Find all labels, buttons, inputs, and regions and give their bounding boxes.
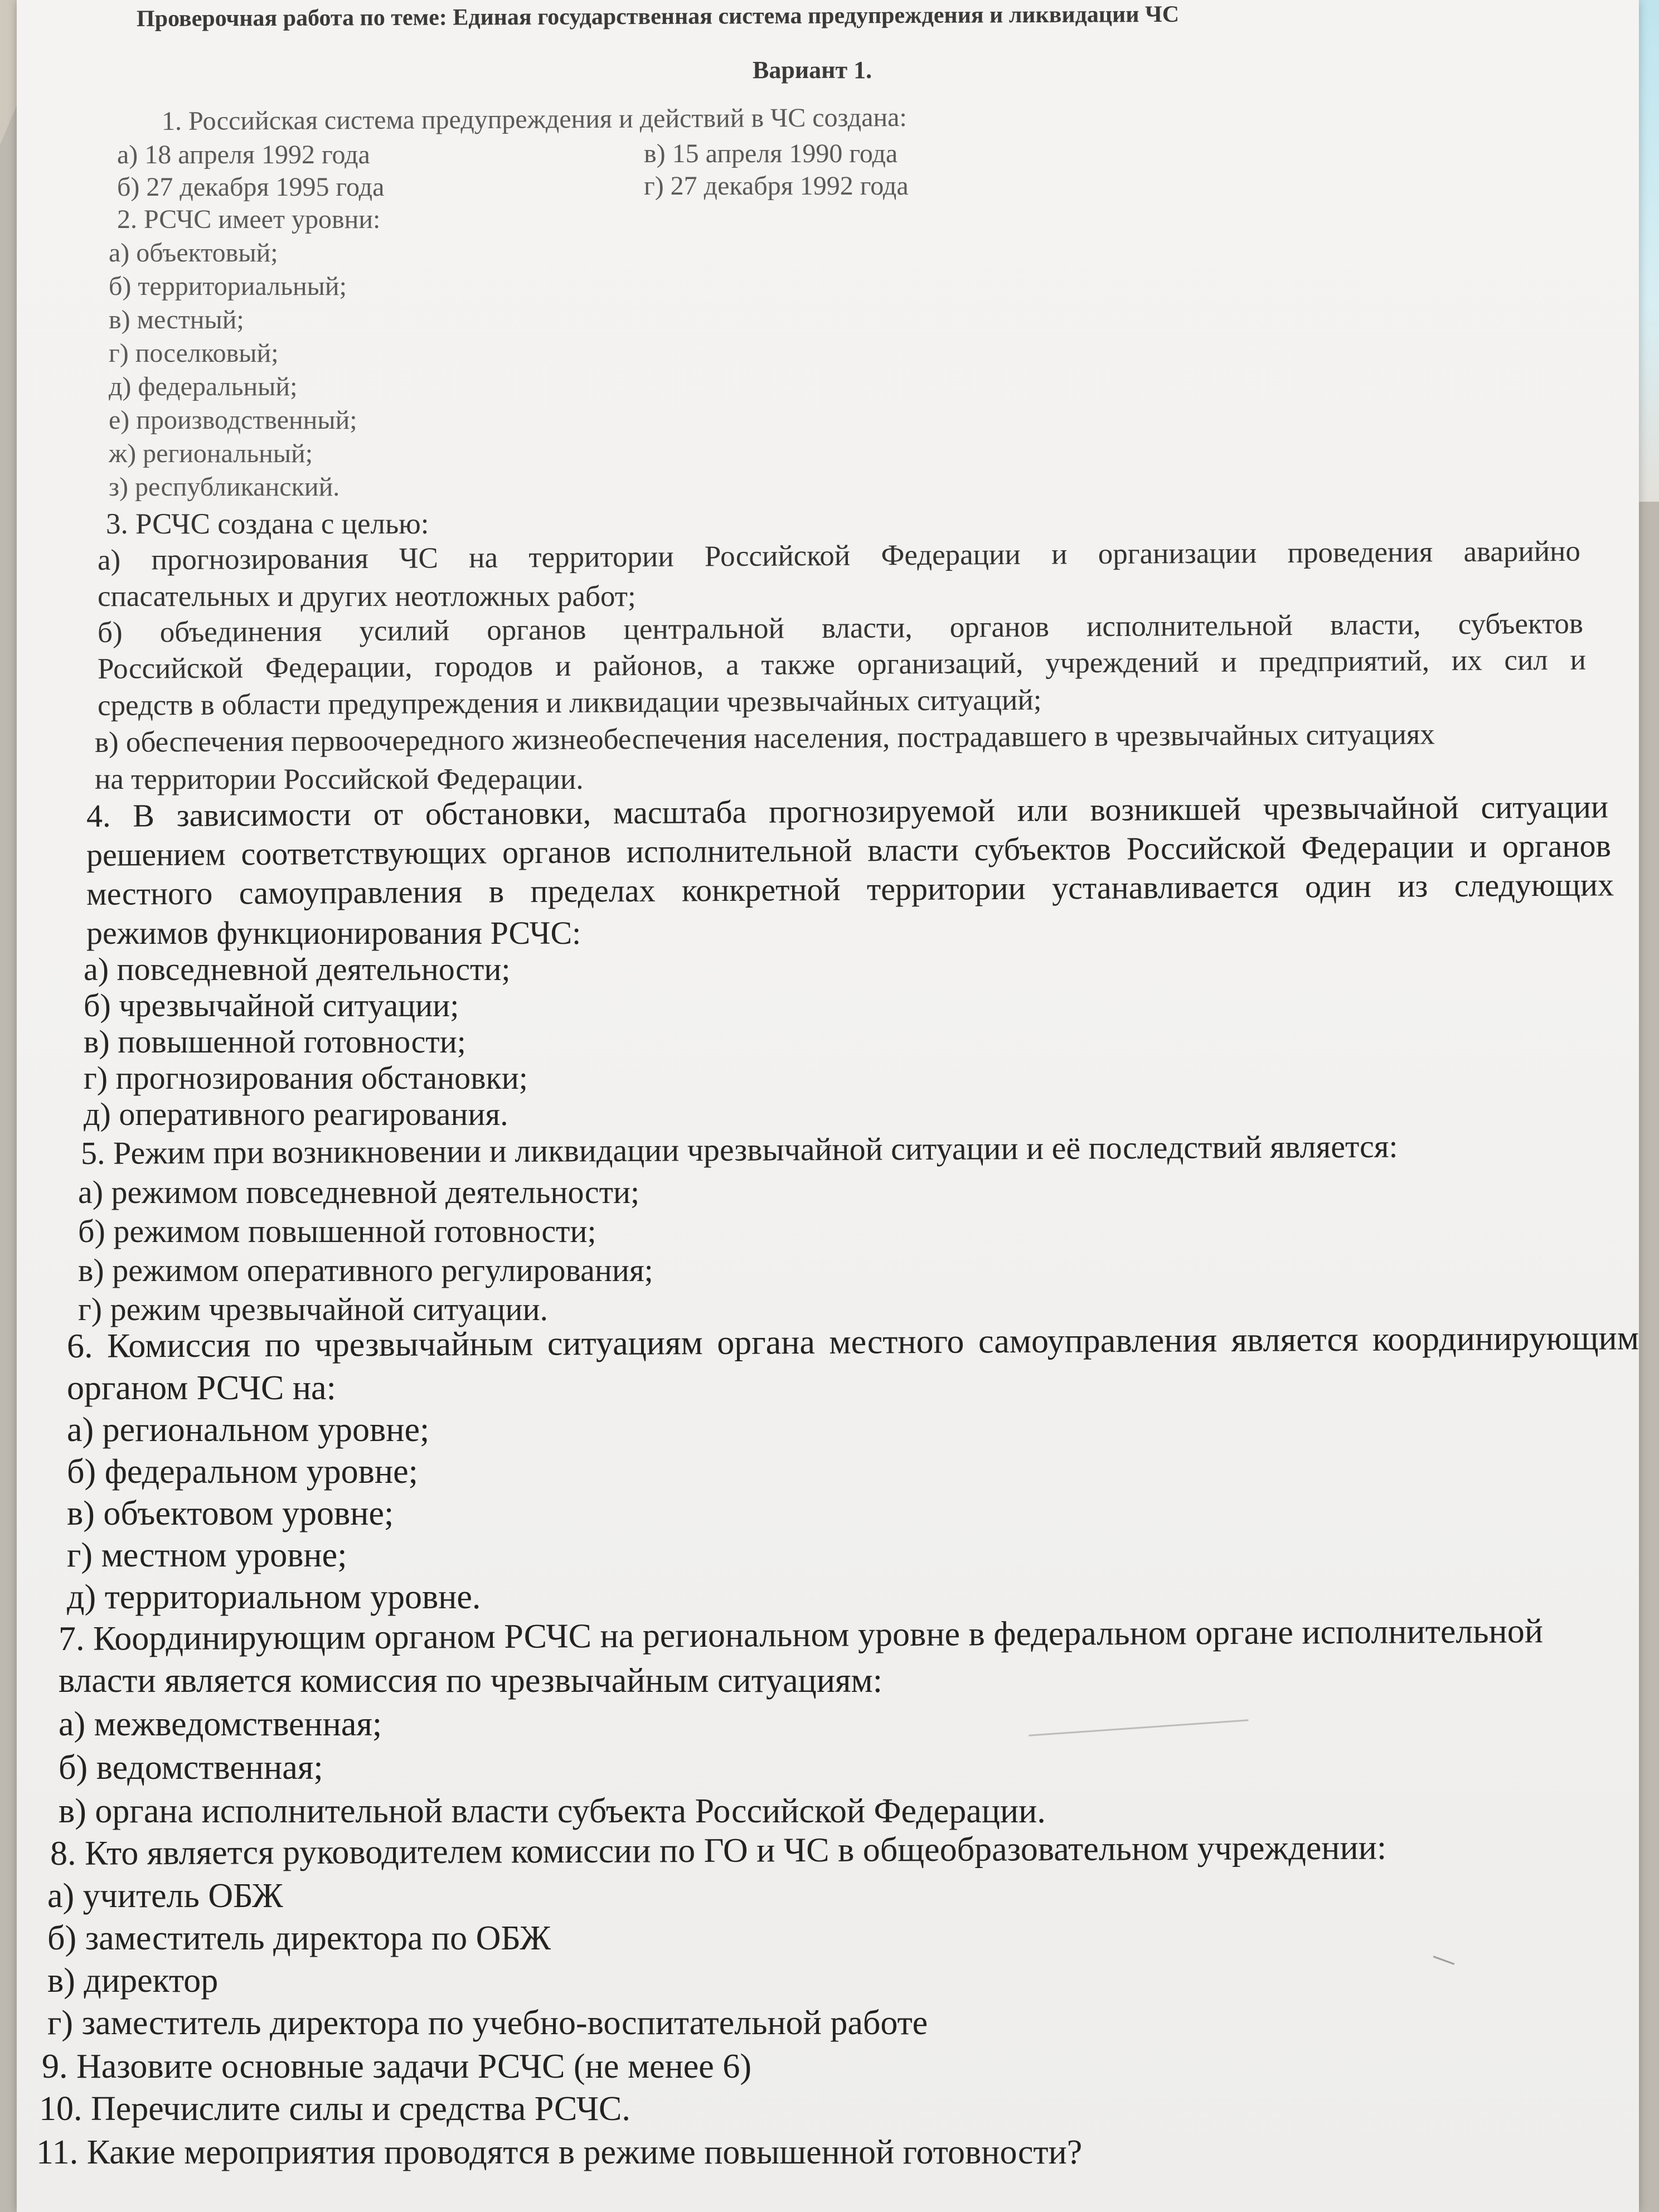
q1-option-a: а) 18 апреля 1992 года xyxy=(117,140,370,169)
pencil-mark xyxy=(1029,1719,1248,1736)
q11-text: 11. Какие мероприятия проводятся в режиме повышенной готовности? xyxy=(36,2133,1083,2171)
q2-text: 2. РСЧС имеет уровни: xyxy=(117,205,381,234)
q7-line: власти является комиссия по чрезвычайным ситуациям: xyxy=(59,1662,883,1700)
page-title: Проверочная работа по теме: Единая государственная система предупреждения и ликвидации ЧС xyxy=(136,1,1180,32)
q2-option: ж) региональный; xyxy=(109,439,313,468)
q7-option: а) межведомственная; xyxy=(59,1705,382,1743)
q3-line: б) объединения усилий органов центральной власти, органов исполнительной власти, субъектов xyxy=(97,607,1584,649)
q5-option: в) режимом оперативного регулирования; xyxy=(78,1252,653,1288)
q2-option: а) объектовый; xyxy=(109,238,278,268)
q2-option: б) территориальный; xyxy=(109,271,347,301)
q8-option: б) заместитель директора по ОБЖ xyxy=(47,1919,551,1957)
q2-option: д) федеральный; xyxy=(109,372,298,401)
variant-label: Вариант 1. xyxy=(753,56,872,84)
q8-option: в) директор xyxy=(47,1962,219,2000)
q6-option: б) федеральном уровне; xyxy=(67,1453,418,1491)
q4-line: местного самоуправления в пределах конкретной территории устанавливается один из следующих xyxy=(86,866,1614,912)
q6-line: 6. Комиссия по чрезвычайным ситуациям органа местного самоуправления является координирующим xyxy=(66,1319,1639,1365)
q3-line: спасательных и других неотложных работ; xyxy=(98,580,636,613)
q3-text: 3. РСЧС создана с целью: xyxy=(106,508,429,540)
q4-option: б) чрезвычайной ситуации; xyxy=(84,987,459,1023)
q6-option: г) местном уровне; xyxy=(67,1536,347,1574)
q4-option: в) повышенной готовности; xyxy=(84,1023,466,1060)
q2-option: г) поселковый; xyxy=(109,338,279,368)
q7-option: б) ведомственная; xyxy=(59,1749,323,1787)
pencil-mark xyxy=(1433,1956,1455,1965)
q9-text: 9. Назовите основные задачи РСЧС (не менее 6) xyxy=(42,2048,751,2085)
q3-line: Российской Федерации, городов и районов, а также организаций, учреждений и предприятий, их сил и xyxy=(97,643,1587,685)
q3-line: средств в области предупреждения и ликвидации чрезвычайных ситуаций; xyxy=(97,683,1042,722)
q3-line: а) прогнозирования ЧС на территории Российской Федерации и организации проведения аварийно xyxy=(97,535,1581,576)
q6-line: органом РСЧС на: xyxy=(67,1369,336,1407)
q6-option: в) объектовом уровне; xyxy=(67,1495,394,1532)
q5-option: б) режимом повышенной готовности; xyxy=(78,1213,596,1249)
q2-option: з) республиканский. xyxy=(109,472,340,502)
q1-option-b: б) 27 декабря 1995 года xyxy=(117,172,385,202)
q3-line: в) обеспечения первоочередного жизнеобеспечения населения, пострадавшего в чрезвычайных ситуациях xyxy=(94,718,1435,759)
test-sheet xyxy=(17,0,1639,2212)
q4-line: решением соответствующих органов исполнительной власти субъектов Российской Федерации и органов xyxy=(86,827,1612,873)
q1-option-v: в) 15 апреля 1990 года xyxy=(644,139,898,168)
q5-option: г) режим чрезвычайной ситуации. xyxy=(78,1291,549,1327)
q1-text: 1. Российская система предупреждения и действий в ЧС создана: xyxy=(161,103,907,136)
q1-option-g: г) 27 декабря 1992 года xyxy=(644,171,909,201)
q10-text: 10. Перечислите силы и средства РСЧС. xyxy=(39,2090,630,2128)
q7-option: в) органа исполнительной власти субъекта Российской Федерации. xyxy=(59,1792,1046,1830)
q8-option: а) учитель ОБЖ xyxy=(47,1877,283,1915)
q2-option: в) местный; xyxy=(109,305,244,334)
q6-option: д) территориальном уровне. xyxy=(67,1578,481,1616)
q4-option: г) прогнозирования обстановки; xyxy=(84,1060,528,1096)
q5-text: 5. Режим при возникновении и ликвидации чрезвычайной ситуации и её последствий является: xyxy=(80,1128,1398,1171)
q8-option: г) заместитель директора по учебно-воспитательной работе xyxy=(47,2004,928,2042)
q7-line: 7. Координирующим органом РСЧС на региональном уровне в федеральном органе исполнительной xyxy=(58,1612,1544,1658)
q2-option: е) производственный; xyxy=(109,405,357,435)
q4-option: а) повседневной деятельности; xyxy=(84,951,511,987)
q5-option: а) режимом повседневной деятельности; xyxy=(78,1174,640,1210)
q6-option: а) региональном уровне; xyxy=(67,1411,430,1449)
q4-line: режимов функционирования РСЧС: xyxy=(86,915,581,951)
q4-option: д) оперативного реагирования. xyxy=(84,1096,508,1132)
q4-line: 4. В зависимости от обстановки, масштаба прогнозируемой или возникшей чрезвычайной ситуации xyxy=(86,788,1609,834)
q8-text: 8. Кто является руководителем комиссии по ГО и ЧС в общеобразовательном учреждении: xyxy=(50,1828,1387,1873)
q3-line: на территории Российской Федерации. xyxy=(95,763,584,795)
